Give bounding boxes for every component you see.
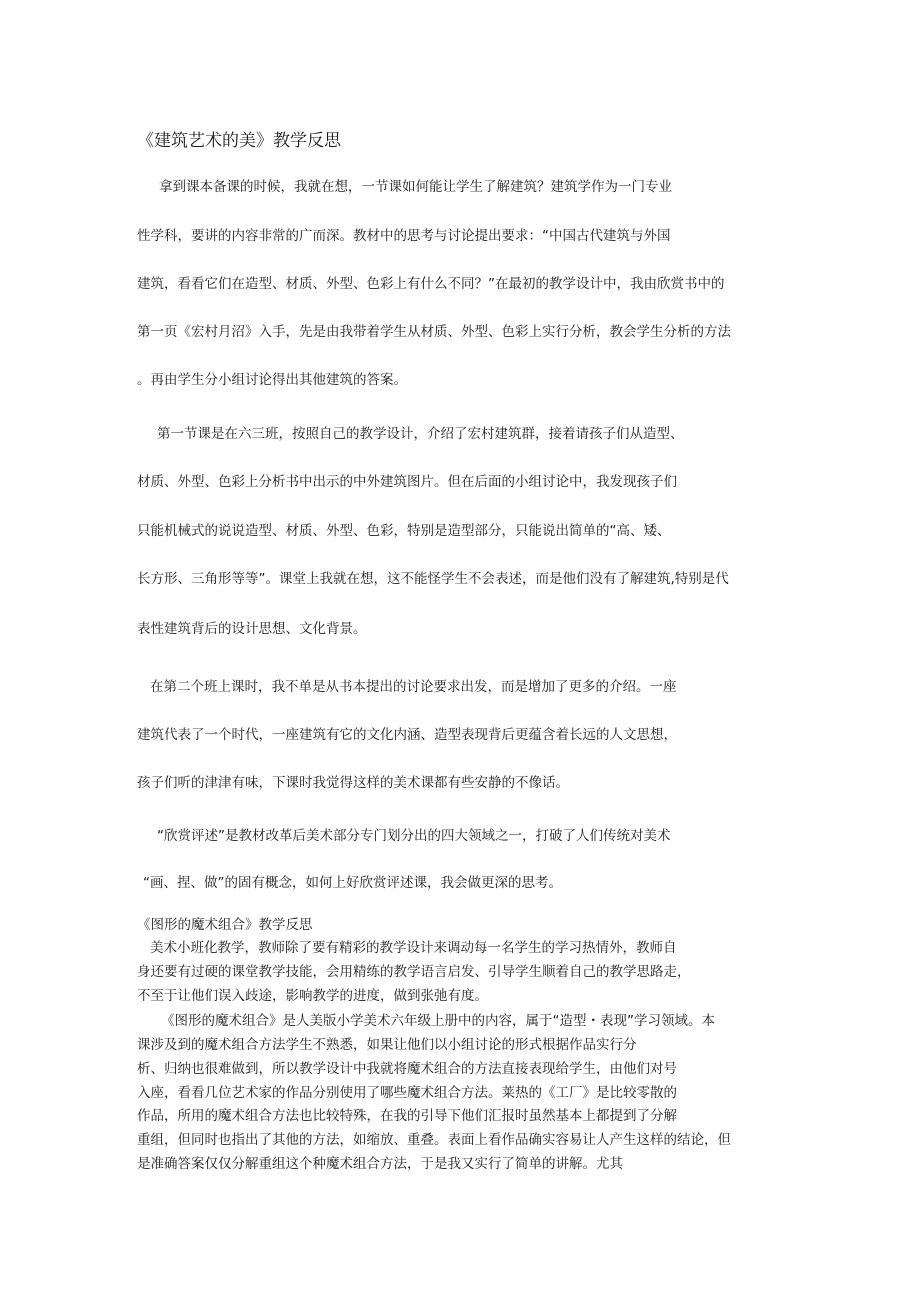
doc1-p3-line: 在第二个班上课时，我不单是从书本提出的讨论要求出发，而是增加了更多的介绍。一座 (150, 679, 677, 695)
doc1-p3-line: 建筑代表了一个时代，一座建筑有它的文化内涵、造型表现背后更蕴含着长远的人文思想， (137, 727, 677, 743)
doc1-p1-line: 拿到课本备课的时候，我就在想，一节课如何能让学生了解建筑？建筑学作为一门专业 (159, 179, 672, 195)
doc1-p3-line: 孩子们听的津津有味，下课时我觉得这样的美术课都有些安静的不像话。 (137, 775, 569, 791)
doc2-title: 《图形的魔术组合》教学反思 (137, 917, 313, 933)
doc2-p2-line: 是准确答案仅仅分解重组这个种魔术组合方法，于是我又实行了简单的讲解。尤其 (137, 1156, 623, 1172)
doc1-p2-line: 只能机械式的说说造型、材质、外型、色彩，特别是造型部分，只能说出简单的“高、矮、 (137, 523, 671, 539)
doc2-p2-line: 析、归纳也很难做到，所以教学设计中我就将魔术组合的方法直接表现给学生，由他们对号 (137, 1061, 677, 1077)
doc2-p1-line: 身还要有过硬的课堂教学技能，会用精练的教学语言启发、引导学生顺着自己的教学思路走， (137, 964, 691, 980)
doc2-p2-line: 课涉及到的魔术组合方法学生不熟悉，如果让他们以小组讨论的形式根据作品实行分 (137, 1037, 637, 1053)
doc2-p2-line: 《图形的魔术组合》是人美版小学美术六年级上册中的内容，属于“造型・表现”学习领域。本 (161, 1013, 715, 1029)
doc2-p2-line: 入座，看看几位艺术家的作品分别使用了哪些魔术组合方法。莱热的《工厂》是比较零散的 (137, 1085, 677, 1101)
doc1-p1-line: 建筑，看看它们在造型、材质、外型、色彩上有什么不同？”在最初的教学设计中，我由欣赏书中的 (137, 276, 725, 292)
doc2-p2-line: 作品，所用的魔术组合方法也比较特殊，在我的引导下他们汇报时虽然基本上都提到了分解 (137, 1108, 677, 1124)
doc1-p2-line: 表性建筑背后的设计思想、文化背景。 (137, 621, 367, 637)
doc1-p1-line: 。再由学生分小组讨论得出其他建筑的答案。 (137, 372, 407, 388)
doc1-title: 《建筑艺术的美》教学反思 (137, 131, 341, 151)
doc1-p4-line: “画、捏、做”的固有概念，如何上好欣赏评述课，我会做更深的思考。 (143, 875, 562, 891)
doc1-p2-line: 材质、外型、色彩上分析书中出示的中外建筑图片。但在后面的小组讨论中，我发现孩子们 (137, 474, 677, 490)
doc1-p4-line: “欣赏评述”是教材改革后美术部分专门划分出的四大领域之一，打破了人们传统对美术 (157, 828, 671, 844)
doc1-p2-line: 长方形、三角形等等”。课堂上我就在想，这不能怪学生不会表述，而是他们没有了解建筑,特别是代 (137, 571, 729, 587)
doc1-p1-line: 性学科，要讲的内容非常的广而深。教材中的思考与讨论提出要求：“中国古代建筑与外国 (137, 228, 671, 244)
doc2-p1-line: 不至于让他们误入歧途，影响教学的进度，做到张弛有度。 (137, 988, 488, 1004)
doc2-p1-line: 美术小班化教学，教师除了要有精彩的教学设计来调动每一名学生的学习热情外，教师自 (150, 940, 677, 956)
doc1-p2-line: 第一节课是在六三班，按照自己的教学设计，介绍了宏村建筑群，接着请孩子们从造型、 (157, 426, 684, 442)
doc2-p2-line: 重组，但同时也指出了其他的方法，如缩放、重叠。表面上看作品确实容易让人产生这样的结论，但 (137, 1132, 731, 1148)
doc1-p1-line: 第一页《宏村月沼》入手，先是由我带着学生从材质、外型、色彩上实行分析，教会学生分析的方法 (137, 324, 731, 340)
